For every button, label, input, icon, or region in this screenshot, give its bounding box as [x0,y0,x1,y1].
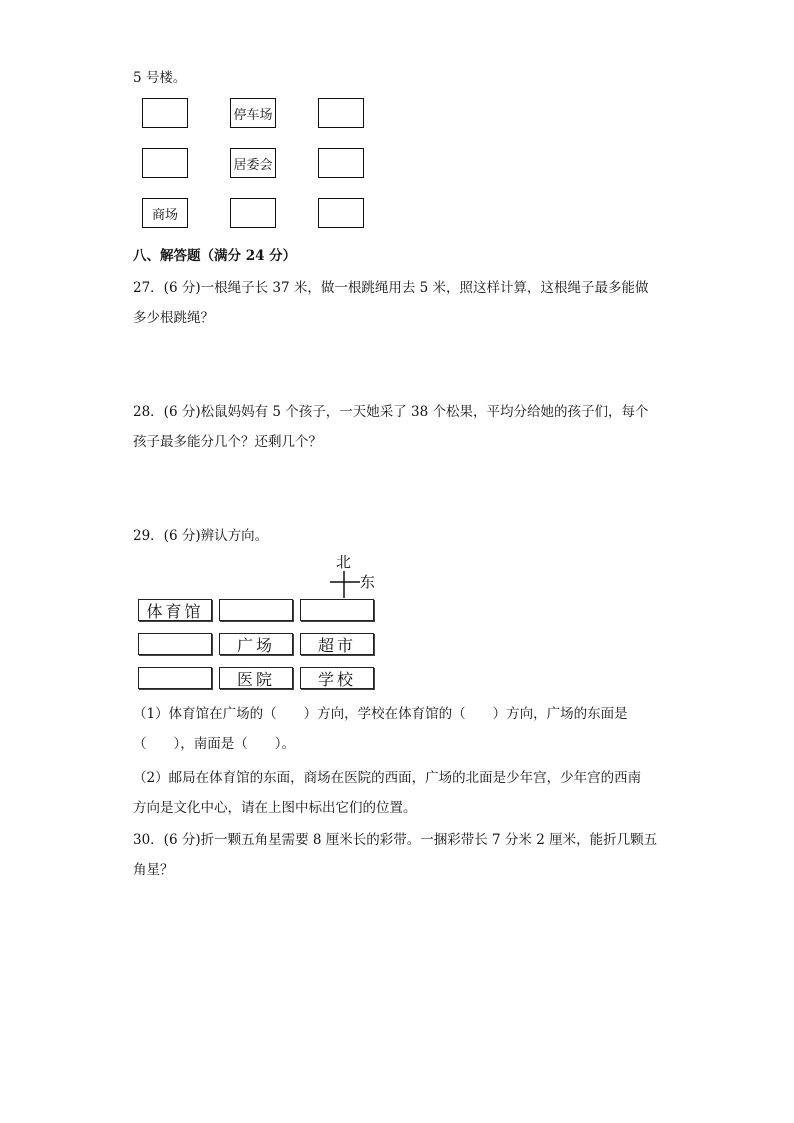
map-cell [300,599,374,621]
grid-cell-committee: 居委会 [230,148,276,178]
compass-east-label: 东 [360,573,376,591]
question-30-line1: 30．(6 分)折一颗五角星需要 8 厘米长的彩带。一捆彩带长 7 分米 2 厘米，能折几颗五 [133,832,658,848]
question-28-line2: 孩子最多能分几个？还剩几个？ [133,434,322,450]
map-cell [138,633,212,655]
grid-cell [230,198,276,228]
map-cell [219,599,293,621]
question-29-sub2-line2: 方向是文化中心，请在上图中标出它们的位置。 [133,800,417,816]
top-text: 5 号楼。 [133,70,187,86]
map-cell-gym: 体育馆 [138,599,212,621]
compass-rose [328,551,378,601]
compass-north-label: 北 [336,553,352,571]
grid-cell [142,98,188,128]
map-cell-hospital: 医院 [219,667,293,689]
grid-cell [142,148,188,178]
grid-cell-mall: 商场 [142,198,188,228]
question-29-title: 29．(6 分)辨认方向。 [133,528,269,544]
map-cell [138,667,212,689]
question-27-line2: 多少根跳绳？ [133,310,214,326]
grid-cell [318,148,364,178]
question-29-sub2-line1: （2）邮局在体育馆的东面，商场在医院的西面，广场的北面是少年宫，少年宫的西南 [133,770,642,786]
question-27-line1: 27．(6 分)一根绳子长 37 米，做一根跳绳用去 5 米，照这样计算，这根绳子最多能做 [133,280,649,296]
section-heading: 八、解答题（满分 24 分） [133,248,297,264]
map-cell-supermarket: 超市 [300,633,374,655]
question-29-sub1-line2: （ ），南面是（ ）。 [133,736,295,752]
grid-cell [318,198,364,228]
question-29-sub1-line1: （1）体育馆在广场的（ ）方向，学校在体育馆的（ ）方向，广场的东面是 [133,706,628,722]
grid-cell [318,98,364,128]
map-cell-school: 学校 [300,667,374,689]
grid-cell-parking: 停车场 [230,98,276,128]
map-cell-square: 广场 [219,633,293,655]
question-28-line1: 28．(6 分)松鼠妈妈有 5 个孩子，一天她采了 38 个松果，平均分给她的孩子们，每个 [133,404,649,420]
question-30-line2: 角星？ [133,862,174,878]
